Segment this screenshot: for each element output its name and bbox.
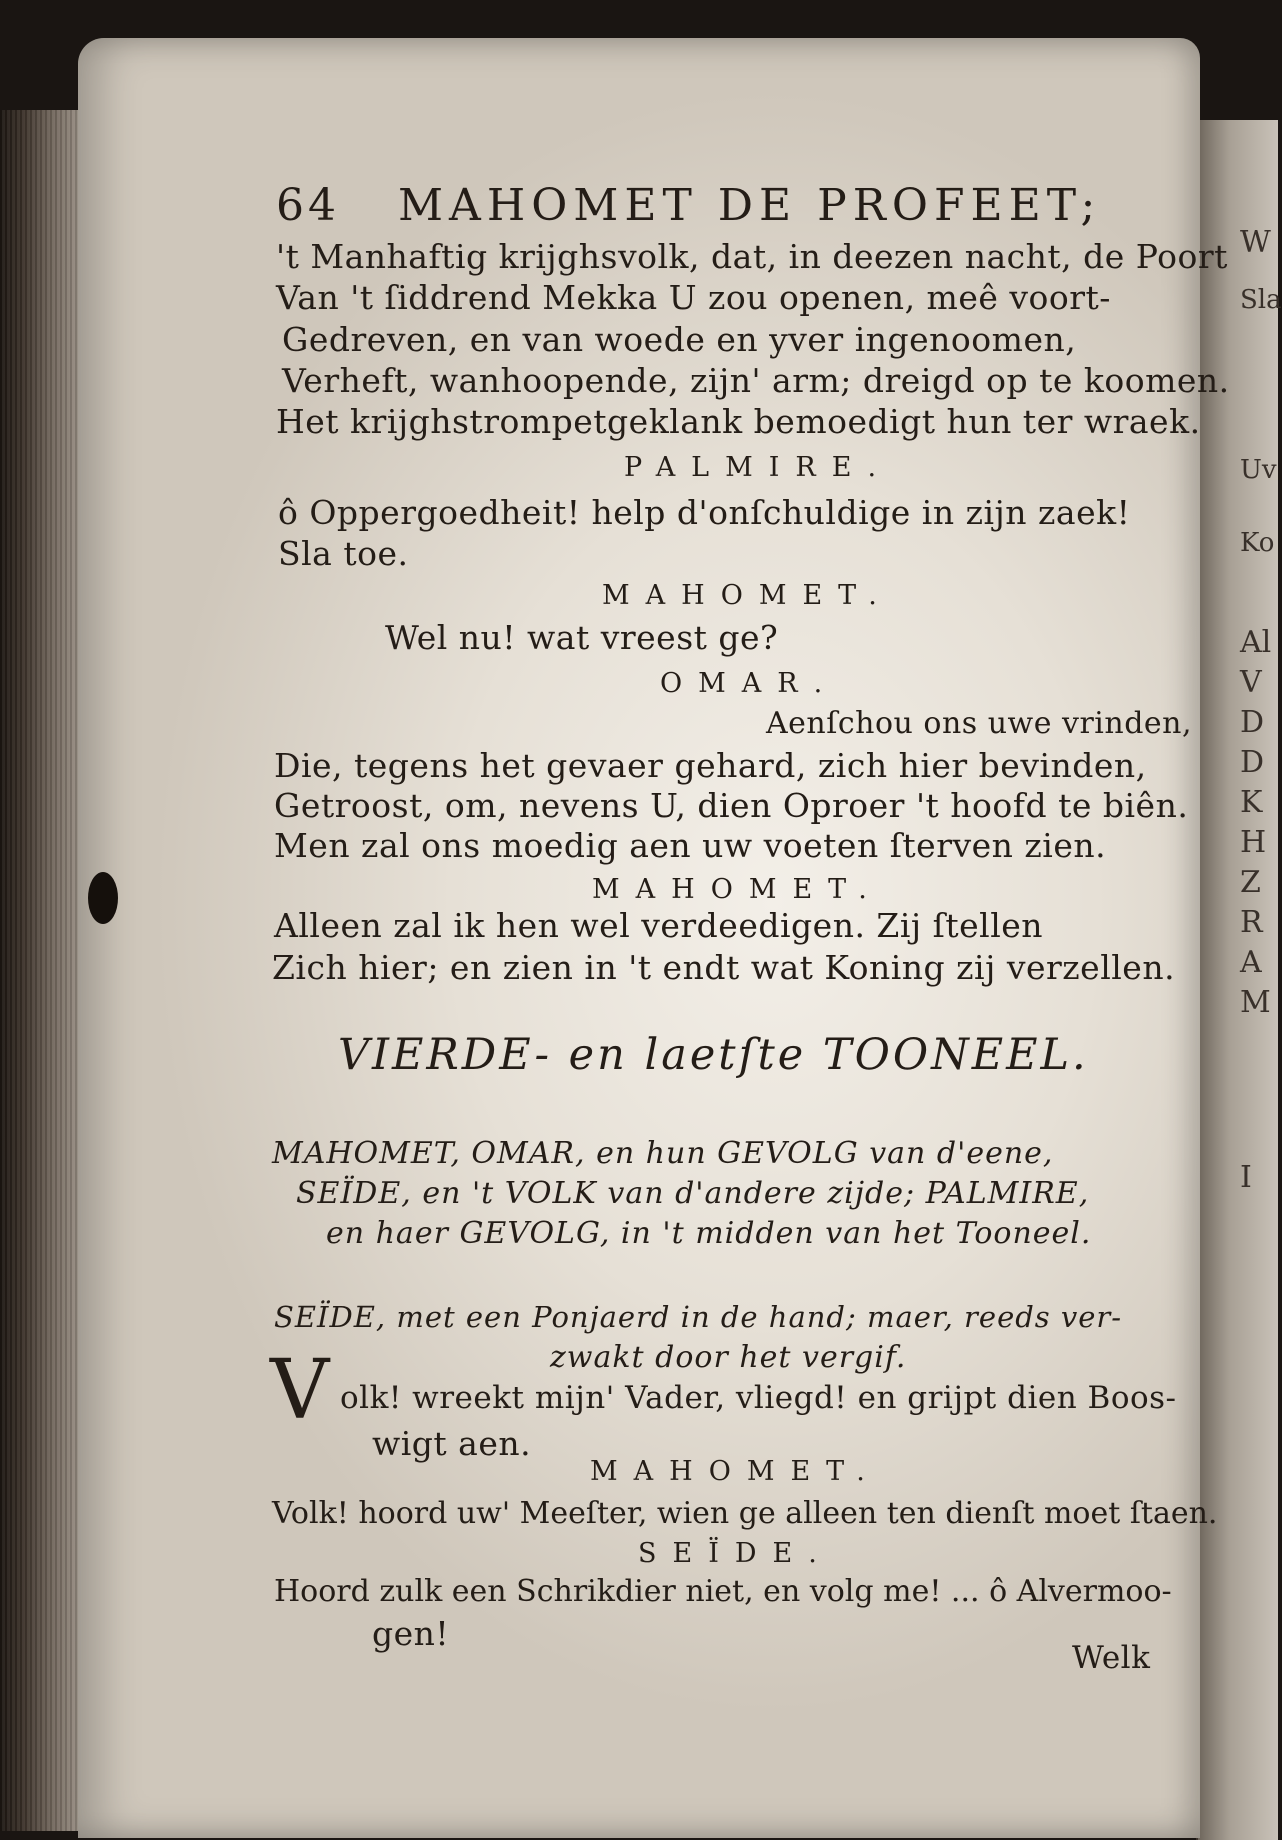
verse-line: Verheft, wanhoopende, zijn' arm; dreigd op te koomen.	[282, 361, 1230, 400]
facing-page-fragment: V	[1240, 665, 1262, 700]
facing-page-fragment: D	[1240, 745, 1265, 780]
stage-direction: en haer GEVOLG, in 't midden van het Tooneel.	[326, 1216, 1092, 1251]
verse-line: olk! wreekt mijn' Vader, vliegd! en grijpt dien Boos-	[340, 1380, 1177, 1416]
speaker-name: PALMIRE.	[624, 452, 893, 483]
facing-page-fragment: I	[1240, 1160, 1252, 1195]
speaker-name: MAHOMET.	[602, 580, 893, 611]
page-hole	[88, 872, 118, 924]
speaker-name: MAHOMET.	[592, 874, 883, 905]
facing-page-fragment: D	[1240, 705, 1265, 740]
facing-page-fragment: Al	[1240, 625, 1272, 660]
drop-cap: V	[270, 1343, 330, 1438]
verse-line: Hoord zulk een Schrikdier niet, en volg me! ... ô Alvermoo-	[274, 1574, 1172, 1609]
facing-page-fragment: A	[1240, 945, 1262, 980]
speaker-name: OMAR.	[660, 668, 839, 699]
speaker-name: MAHOMET.	[590, 1456, 881, 1487]
verse-line: Sla toe.	[278, 534, 409, 573]
facing-page-fragment: R	[1240, 905, 1263, 940]
verse-line: ô Oppergoedheit! help d'onſchuldige in zijn zaek!	[278, 493, 1131, 532]
verse-line: Alleen zal ik hen wel verdeedigen. Zij ſtellen	[274, 906, 1044, 945]
scene-heading: VIERDE- en laetſte TOONEEL.	[338, 1030, 1089, 1080]
catchword: Welk	[1072, 1640, 1151, 1676]
verse-line: Van 't ſiddrend Mekka U zou openen, meê voort-	[276, 278, 1111, 317]
facing-page-fragment: Z	[1240, 865, 1261, 900]
facing-page-fragment: Ko	[1240, 528, 1275, 558]
verse-line: Getroost, om, nevens U, dien Oproer 't hoofd te biên.	[274, 786, 1189, 825]
verse-line: Aenſchou ons uwe vrinden,	[766, 706, 1193, 741]
facing-page-fragment: Sla	[1240, 285, 1282, 315]
facing-page-fragment: K	[1240, 785, 1263, 820]
stage-direction: SEÏDE, met een Ponjaerd in de hand; maer, reeds ver-	[274, 1300, 1123, 1334]
verse-line: Het krijghstrompetgeklank bemoedigt hun ter wraek.	[276, 402, 1201, 441]
facing-page-fragment: H	[1240, 825, 1267, 860]
page-number: 64	[276, 180, 340, 231]
stage-direction: zwakt door het vergif.	[550, 1340, 907, 1375]
facing-page-fragment: Uv	[1240, 455, 1277, 485]
verse-line: Zich hier; en zien in 't endt wat Koning zij verzellen.	[272, 948, 1176, 987]
running-title: MAHOMET DE PROFEET;	[398, 180, 1102, 231]
verse-line: 't Manhaftig krijghsvolk, dat, in deezen nacht, de Poort	[276, 237, 1228, 276]
verse-line: wigt aen.	[372, 1424, 532, 1463]
facing-page-fragment: W	[1240, 225, 1271, 260]
verse-line: gen!	[372, 1614, 450, 1653]
facing-page-fragment: M	[1240, 985, 1271, 1020]
verse-line: Men zal ons moedig aen uw voeten ſterven zien.	[274, 826, 1107, 865]
speaker-name: SEÏDE.	[638, 1538, 833, 1569]
stage-direction: SEÏDE, en 't VOLK van d'andere zijde; PALMIRE,	[296, 1176, 1090, 1211]
verse-line: Wel nu! wat vreest ge?	[385, 618, 779, 657]
verse-line: Gedreven, en van woede en yver ingenoomen,	[282, 320, 1077, 359]
verse-line: Die, tegens het gevaer gehard, zich hier bevinden,	[274, 746, 1147, 785]
stage-direction: MAHOMET, OMAR, en hun GEVOLG van d'eene,	[272, 1136, 1054, 1171]
verse-line: Volk! hoord uw' Meeſter, wien ge alleen ten dienſt moet ſtaen.	[272, 1496, 1218, 1531]
